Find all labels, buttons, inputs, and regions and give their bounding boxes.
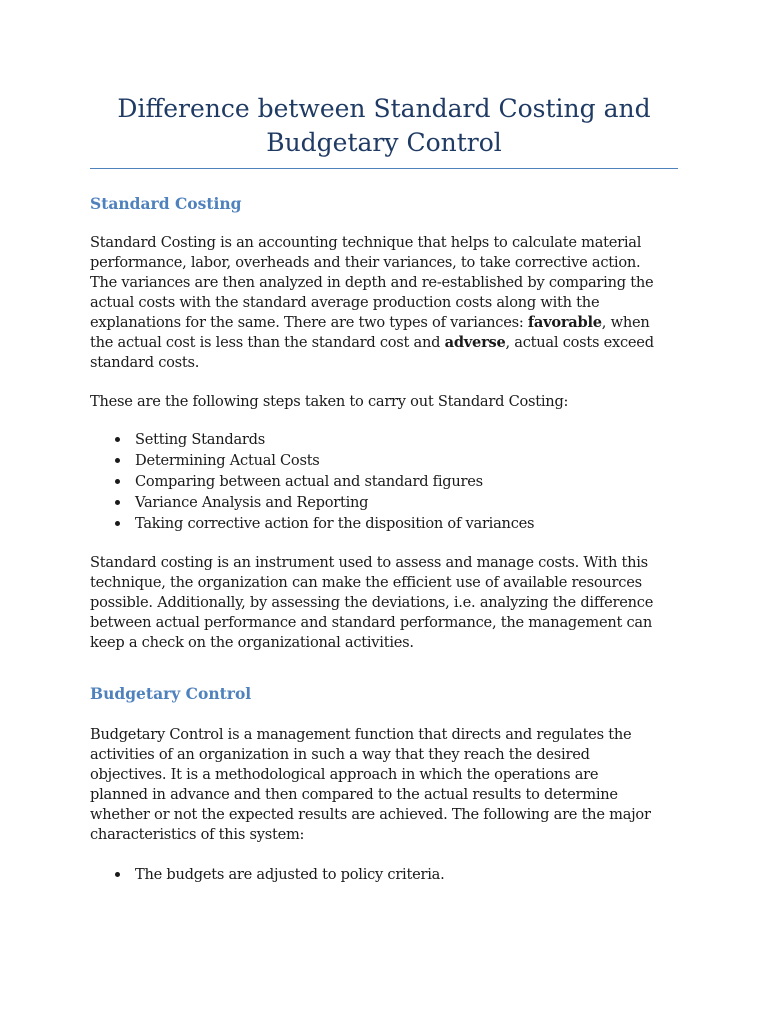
list-item [90,513,678,534]
steps-list [90,429,678,534]
bullet-icon [115,479,120,484]
text-fragment: , when [601,314,650,331]
document-page [90,92,678,885]
bullet-icon [115,500,120,505]
characteristics-list [90,864,678,885]
text-line [90,333,678,353]
text-line: keep a check on the organizational activities. [90,634,414,651]
list-item-text: Determining Actual Costs [135,452,320,469]
favorable-term: favorable [527,314,602,331]
text-line: Standard costing is an instrument used to assess and manage costs. With this [90,554,648,571]
text-line [90,313,678,333]
list-item [90,429,678,450]
text-line: activities of an organization in such a way that they reach the desired [90,746,590,763]
text-line: between actual performance and standard performance, the management can [90,614,653,631]
text-line: performance, labor, overheads and their variances, to take corrective action. [90,254,641,271]
text-line: objectives. It is a methodological approach in which the operations are [90,766,599,783]
bullet-icon [115,458,120,463]
adverse-term: adverse [444,334,506,351]
text-line: technique, the organization can make the efficient use of available resources [90,574,642,591]
heading-standard-costing: Standard Costing [90,194,242,213]
list-item-text: Variance Analysis and Reporting [135,494,369,511]
text-fragment: explanations for the same. There are two types of variances: [90,314,528,331]
title-line-2: Budgetary Control [266,128,502,157]
text-line: whether or not the expected results are achieved. The following are the major [90,806,651,823]
text-line: Standard Costing is an accounting technique that helps to calculate material [90,234,642,251]
bullet-icon [115,872,120,877]
list-item-text: Setting Standards [135,431,265,448]
bullet-icon [115,437,120,442]
text-line: The variances are then analyzed in depth and re-established by comparing the [90,274,654,291]
page-title [90,92,678,169]
standard-costing-closing [90,553,678,653]
text-line: planned in advance and then compared to the actual results to determine [90,786,618,803]
text-line: characteristics of this system: [90,826,305,843]
text-fragment: the actual cost is less than the standard cost and [90,334,445,351]
standard-costing-intro [90,233,678,373]
text-line: actual costs with the standard average production costs along with the [90,294,600,311]
list-item [90,492,678,513]
title-line-1: Difference between Standard Costing and [117,94,651,123]
text-line: Budgetary Control is a management function that directs and regulates the [90,726,632,743]
list-item-text: Comparing between actual and standard figures [135,473,483,490]
budgetary-control-intro [90,725,678,845]
bullet-icon [115,521,120,526]
text-line: possible. Additionally, by assessing the deviations, i.e. analyzing the difference [90,594,654,611]
list-item [90,864,678,885]
list-item [90,471,678,492]
list-item [90,450,678,471]
steps-intro: These are the following steps taken to carry out Standard Costing: [90,393,569,410]
text-line: standard costs. [90,354,200,371]
heading-budgetary-control: Budgetary Control [90,684,252,703]
text-fragment: , actual costs exceed [505,334,654,351]
list-item-text: Taking corrective action for the disposition of variances [135,515,535,532]
list-item-text: The budgets are adjusted to policy criteria. [135,866,445,883]
